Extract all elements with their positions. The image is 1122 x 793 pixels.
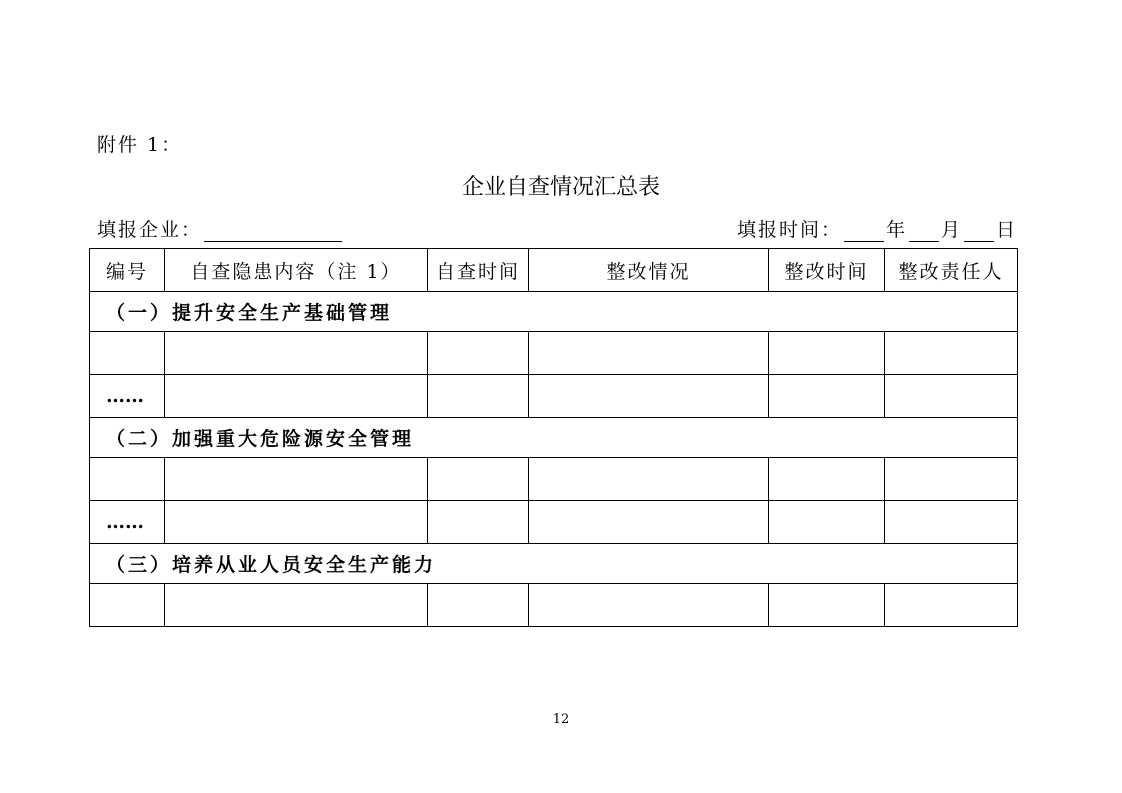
table-cell[interactable] (428, 501, 529, 544)
table-cell[interactable] (90, 332, 165, 375)
section-row (90, 544, 1018, 584)
header-check-time: 自查时间 (428, 249, 529, 292)
table-cell[interactable] (165, 458, 428, 501)
section-row (90, 292, 1018, 332)
time-label: 填报时间： (736, 219, 842, 241)
table-cell[interactable] (165, 375, 428, 418)
ellipsis-cell: …… (90, 501, 165, 544)
table-cell[interactable] (165, 332, 428, 375)
table-row (90, 584, 1018, 627)
table-cell[interactable] (428, 332, 529, 375)
month-label: 月 (940, 219, 962, 241)
table-cell[interactable] (90, 458, 165, 501)
company-blank[interactable] (204, 219, 342, 242)
year-label: 年 (885, 219, 907, 241)
day-blank[interactable] (964, 219, 994, 242)
attachment-label: 附件 1： (97, 134, 183, 156)
table-row (90, 458, 1018, 501)
table-row (90, 375, 1018, 418)
header-rectification-status: 整改情况 (529, 249, 769, 292)
section-title: （一）提升安全生产基础管理 (90, 292, 1018, 332)
table-cell[interactable] (769, 501, 885, 544)
table-cell[interactable] (529, 458, 769, 501)
table-cell[interactable] (769, 458, 885, 501)
table-cell[interactable] (885, 375, 1018, 418)
ellipsis-cell: …… (90, 375, 165, 418)
table-cell[interactable] (428, 375, 529, 418)
table-row (90, 332, 1018, 375)
section-title: （三）培养从业人员安全生产能力 (90, 544, 1018, 584)
table-cell[interactable] (165, 584, 428, 627)
company-label: 填报企业： (97, 219, 203, 241)
table-cell[interactable] (428, 584, 529, 627)
table-cell[interactable] (885, 584, 1018, 627)
table-header-row (90, 249, 1018, 292)
company-field (97, 215, 344, 242)
table-cell[interactable] (428, 458, 529, 501)
header-responsible-person: 整改责任人 (885, 249, 1018, 292)
page-number: 12 (552, 712, 570, 727)
table-cell[interactable] (90, 584, 165, 627)
header-hazard-content: 自查隐患内容（注 1） (165, 249, 428, 292)
header-number: 编号 (90, 249, 165, 292)
table-cell[interactable] (529, 501, 769, 544)
date-field (737, 215, 1017, 242)
section-title: （二）加强重大危险源安全管理 (90, 418, 1018, 458)
table-cell[interactable] (529, 375, 769, 418)
table-cell[interactable] (165, 501, 428, 544)
month-blank[interactable] (909, 219, 939, 242)
table-cell[interactable] (529, 584, 769, 627)
year-blank[interactable] (844, 219, 884, 242)
table-cell[interactable] (529, 332, 769, 375)
table-cell[interactable] (769, 375, 885, 418)
table-cell[interactable] (769, 332, 885, 375)
header-rectification-time: 整改时间 (769, 249, 885, 292)
day-label: 日 (995, 219, 1017, 241)
table-row (90, 501, 1018, 544)
table-cell[interactable] (885, 501, 1018, 544)
table-cell[interactable] (885, 332, 1018, 375)
table-cell[interactable] (885, 458, 1018, 501)
section-row (90, 418, 1018, 458)
summary-table (89, 248, 1018, 627)
form-title: 企业自查情况汇总表 (461, 175, 660, 200)
table-cell[interactable] (769, 584, 885, 627)
